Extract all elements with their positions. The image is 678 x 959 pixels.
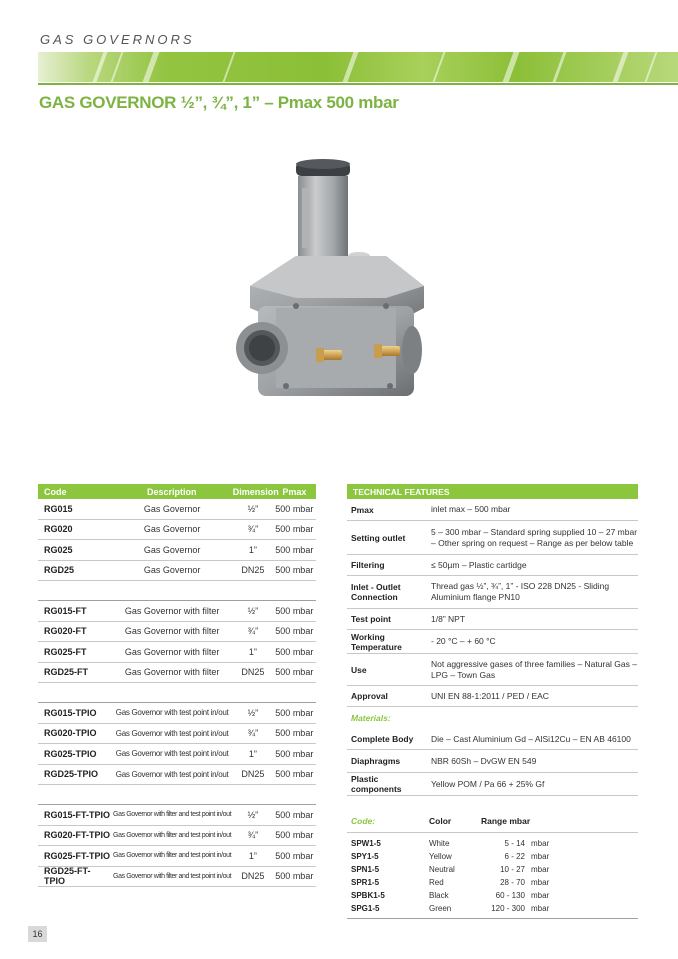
cell-code: RGD25-TPIO xyxy=(44,769,99,780)
material-label: Diaphragms xyxy=(351,756,401,766)
cell-pmax: 500 mbar xyxy=(275,830,314,841)
spring-code: SPG1-5 xyxy=(351,904,380,913)
spring-row xyxy=(347,902,638,915)
spring-row xyxy=(347,850,638,863)
spacer xyxy=(347,796,638,810)
spring-color: Black xyxy=(429,891,449,900)
spring-range: 60 - 130 xyxy=(495,891,525,900)
table-row xyxy=(38,561,316,582)
feature-row xyxy=(347,686,638,707)
band-streak xyxy=(109,52,126,82)
cell-code: RG020-FT xyxy=(44,626,87,637)
cell-dimension: 1” xyxy=(248,646,257,657)
spring-unit: mbar xyxy=(531,839,550,848)
spring-color: Yellow xyxy=(429,852,452,861)
material-value: Die – Cast Aluminium Gd – AlSi12Cu – EN AB 46100 xyxy=(431,733,631,744)
table-bottom-rule xyxy=(347,918,638,919)
feature-label: Approval xyxy=(351,691,388,701)
table-row xyxy=(38,765,316,786)
feature-row xyxy=(347,576,638,609)
cell-pmax: 500 mbar xyxy=(275,524,314,535)
cell-code: RG025 xyxy=(44,544,73,555)
cell-pmax: 500 mbar xyxy=(275,769,314,780)
feature-label: Use xyxy=(351,664,367,675)
cell-description: Gas Governor with filter and test point in/out xyxy=(113,852,232,860)
spring-row xyxy=(347,889,638,902)
cell-dimension: ¾” xyxy=(247,830,259,841)
feature-label: Test point xyxy=(351,614,391,624)
band-streak xyxy=(643,52,660,82)
feature-value: ≤ 50µm – Plastic cartidge xyxy=(431,559,527,570)
cell-description: Gas Governor with filter and test point in/out xyxy=(113,831,232,839)
feature-label: Pmax xyxy=(351,504,374,515)
feature-value: - 20 °C – + 60 °C xyxy=(431,636,496,646)
spring-code: SPW1-5 xyxy=(351,839,381,848)
cell-pmax: 500 mbar xyxy=(275,544,314,555)
cell-pmax: 500 mbar xyxy=(275,503,314,514)
band-streak xyxy=(91,52,110,82)
cell-description: Gas Governor with filter xyxy=(124,605,220,616)
material-label: Complete Body xyxy=(351,734,414,744)
spring-header-color: Color xyxy=(429,816,452,826)
spring-unit: mbar xyxy=(531,878,550,887)
spring-row xyxy=(347,863,638,876)
cell-pmax: 500 mbar xyxy=(275,605,314,616)
feature-row xyxy=(347,654,638,686)
cell-dimension: 1” xyxy=(248,850,257,861)
header-dimension: Dimension xyxy=(232,486,279,497)
cell-description: Gas Governor with test point in/out xyxy=(115,708,229,718)
cell-code: RGD25-FT xyxy=(44,667,89,678)
header-pmax: Pmax xyxy=(282,486,307,497)
cell-description: Gas Governor xyxy=(143,565,201,576)
cell-pmax: 500 mbar xyxy=(275,871,314,882)
cell-description: Gas Governor with test point in/out xyxy=(115,749,229,759)
cell-dimension: DN25 xyxy=(241,871,265,882)
table-row xyxy=(38,867,316,888)
feature-label: Working Temperature xyxy=(351,631,402,652)
cell-code: RG015-FT-TPIO xyxy=(44,809,111,820)
table-row xyxy=(38,520,316,541)
spring-range: 6 - 22 xyxy=(504,852,525,861)
cell-code: RGD25 xyxy=(44,565,75,576)
cell-dimension: DN25 xyxy=(241,667,265,678)
material-value: NBR 60Sh – DvGW EN 549 xyxy=(431,755,537,766)
spring-code: SPY1-5 xyxy=(351,852,379,861)
cell-pmax: 500 mbar xyxy=(275,728,314,739)
cell-pmax: 500 mbar xyxy=(275,667,314,678)
cell-description: Gas Governor xyxy=(143,503,201,514)
table-row xyxy=(38,724,316,745)
product-table xyxy=(38,484,316,887)
gas-governor-image xyxy=(236,158,436,418)
band-streak xyxy=(551,52,569,82)
spring-unit: mbar xyxy=(531,904,550,913)
feature-value: Not aggressive gases of three families – Natural Gas – LPG – Town Gas xyxy=(431,658,637,680)
header-rule xyxy=(38,83,678,85)
page-title: GAS GOVERNOR ½”, ¾”, 1” – Pmax 500 mbar xyxy=(39,93,399,112)
cell-description: Gas Governor xyxy=(143,524,201,535)
table-row xyxy=(38,703,316,724)
cell-pmax: 500 mbar xyxy=(275,850,314,861)
spring-code: SPN1-5 xyxy=(351,865,380,874)
page-number: 16 xyxy=(28,926,47,942)
spring-code: SPR1-5 xyxy=(351,878,380,887)
cell-description: Gas Governor with filter and test point in/out xyxy=(113,872,232,880)
feature-value: Thread gas ½”, ¾”, 1” - ISO 228 DN25 - Sliding Aluminium flange PN10 xyxy=(431,581,610,602)
cell-dimension: DN25 xyxy=(241,565,265,576)
cell-code: RG020-TPIO xyxy=(44,728,97,739)
spring-range: 5 - 14 xyxy=(504,839,525,848)
spring-range: 28 - 70 xyxy=(500,878,525,887)
cell-pmax: 500 mbar xyxy=(275,646,314,657)
cell-code: RGD25-FT-TPIO xyxy=(44,866,91,887)
cell-description: Gas Governor with filter xyxy=(124,646,220,657)
band-streak xyxy=(431,52,448,82)
cell-code: RG025-FT-TPIO xyxy=(44,850,111,861)
cell-pmax: 500 mbar xyxy=(275,707,314,718)
spring-color: White xyxy=(429,839,450,848)
material-row xyxy=(347,750,638,773)
spring-header-code: Code: xyxy=(351,816,376,826)
spring-header-range: Range mbar xyxy=(481,816,531,826)
spring-range: 10 - 27 xyxy=(500,865,525,874)
cell-description: Gas Governor with filter and test point in/out xyxy=(113,811,232,819)
spring-unit: mbar xyxy=(531,865,550,874)
table-row xyxy=(38,642,316,663)
feature-row xyxy=(347,555,638,576)
feature-value: 1/8” NPT xyxy=(431,613,466,624)
materials-title: Materials: xyxy=(351,713,391,723)
spring-row xyxy=(347,837,638,850)
technical-features-table xyxy=(347,484,638,919)
cell-description: Gas Governor xyxy=(143,544,201,555)
cell-code: RG025-FT xyxy=(44,646,87,657)
spring-code: SPBK1-5 xyxy=(351,891,385,900)
cell-description: Gas Governor with test point in/out xyxy=(115,728,229,738)
table-row xyxy=(38,622,316,643)
cell-code: RG020-FT-TPIO xyxy=(44,830,111,841)
spring-color: Red xyxy=(429,878,444,887)
cell-dimension: ½” xyxy=(247,707,259,718)
feature-row xyxy=(347,521,638,555)
feature-value: 5 – 300 mbar – Standard spring supplied 10 – 27 mbar – Other spring on request – Range as per below table xyxy=(431,526,638,548)
table-row xyxy=(38,601,316,622)
feature-label: Filtering xyxy=(351,560,385,570)
header-description: Description xyxy=(147,486,197,497)
material-row xyxy=(347,729,638,750)
spring-unit: mbar xyxy=(531,891,550,900)
cell-dimension: ½” xyxy=(247,809,259,820)
green-header-band xyxy=(38,52,678,82)
spring-unit: mbar xyxy=(531,852,550,861)
material-value: Yellow POM / Pa 66 + 25% Gf xyxy=(431,778,545,789)
feature-row xyxy=(347,630,638,654)
feature-value: UNI EN 88-1:2011 / PED / EAC xyxy=(431,690,549,701)
group-gap xyxy=(38,785,316,804)
cell-dimension: ½” xyxy=(247,503,259,514)
band-streak xyxy=(221,52,238,82)
spring-range: 120 - 300 xyxy=(491,904,525,913)
feature-row xyxy=(347,499,638,521)
cell-dimension: 1” xyxy=(248,748,257,759)
cell-description: Gas Governor with filter xyxy=(124,667,220,678)
cell-dimension: ½” xyxy=(247,605,259,616)
spring-color: Green xyxy=(429,904,452,913)
spring-color: Neutral xyxy=(429,865,455,874)
table-row xyxy=(38,826,316,847)
table-row xyxy=(38,805,316,826)
cell-code: RG015-TPIO xyxy=(44,707,97,718)
cell-code: RG025-TPIO xyxy=(44,748,97,759)
section-title: GAS GOVERNORS xyxy=(40,32,195,47)
band-streak xyxy=(501,52,522,82)
cell-dimension: DN25 xyxy=(241,769,265,780)
table-row xyxy=(38,499,316,520)
table-row xyxy=(38,540,316,561)
table-row xyxy=(38,663,316,684)
band-streak xyxy=(141,52,162,82)
feature-label: Inlet - Outlet Connection xyxy=(351,582,401,602)
header-code: Code xyxy=(44,486,67,497)
technical-features-title: TECHNICAL FEATURES xyxy=(347,484,638,499)
cell-code: RG015-FT xyxy=(44,605,87,616)
group-gap xyxy=(38,683,316,702)
table-row xyxy=(38,846,316,867)
cell-dimension: ¾” xyxy=(247,626,259,637)
group-gap xyxy=(38,581,316,600)
band-streak xyxy=(611,52,631,82)
table-header xyxy=(38,484,316,499)
spring-table-header xyxy=(347,810,638,833)
cell-pmax: 500 mbar xyxy=(275,565,314,576)
band-streak xyxy=(341,52,361,82)
feature-row xyxy=(347,609,638,630)
feature-value: inlet max – 500 mbar xyxy=(431,504,511,514)
spring-row xyxy=(347,876,638,889)
cell-dimension: ¾” xyxy=(247,728,259,739)
cell-code: RG015 xyxy=(44,503,73,514)
cell-pmax: 500 mbar xyxy=(275,626,314,637)
cell-code: RG020 xyxy=(44,524,73,535)
material-row xyxy=(347,773,638,796)
feature-label: Setting outlet xyxy=(351,532,406,543)
cell-dimension: 1” xyxy=(248,544,257,555)
cell-pmax: 500 mbar xyxy=(275,748,314,759)
cell-dimension: ¾” xyxy=(247,524,259,535)
material-label: Plastic components xyxy=(351,774,402,794)
cell-description: Gas Governor with filter xyxy=(124,626,220,637)
cell-description: Gas Governor with test point in/out xyxy=(115,769,229,779)
cell-pmax: 500 mbar xyxy=(275,809,314,820)
table-row xyxy=(38,744,316,765)
